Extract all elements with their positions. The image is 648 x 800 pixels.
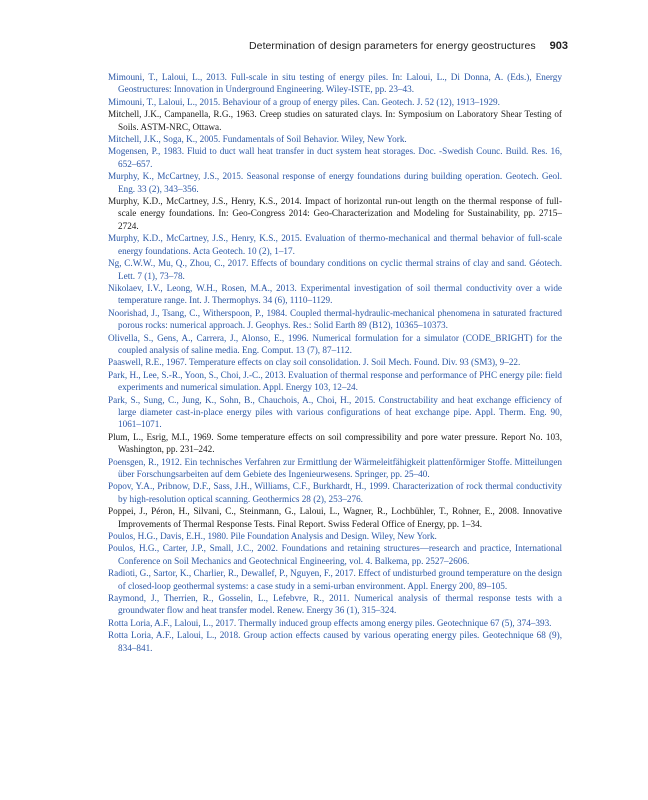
reference-item[interactable]: Mitchell, J.K., Soga, K., 2005. Fundamentals of Soil Behavior. Wiley, New York. [108,134,407,145]
reference-item[interactable]: Park, S., Sung, C., Jung, K., Sohn, B., Chauchois, A., Choi, H., 2015. Constructability and heat exchange efficiency of large diameter cast-in-place energy piles with various configurations of heat exchange pipe. Appl. Therm. Eng. 90, 1061–1071. [108,394,562,430]
reference-item[interactable]: Mimouni, T., Laloui, L., 2015. Behaviour of a group of energy piles. Can. Geotech. J. 52 (12), 1913–1929. [108,96,500,107]
reference-item: Murphy, K.D., McCartney, J.S., Henry, K.S., 2014. Impact of horizontal run-out length on the thermal response of full-scale energy foundations. In: Geo-Congress 2014: Geo-Characterization and Modeling for Sustainability, pp. 2715–2724. [108,196,562,231]
reference-item[interactable]: Murphy, K., McCartney, J.S., 2015. Seasonal response of energy foundations during building operation. Geotech. Geol. Eng. 33 (2), 343–356. [108,171,562,194]
reference-item[interactable]: Olivella, S., Gens, A., Carrera, J., Alonso, E., 1996. Numerical formulation for a simulator (CODE_BRIGHT) for the coupled analysis of saline media. Eng. Comput. 13 (7), 87–112. [108,332,562,355]
reference-item[interactable]: Ng, C.W.W., Mu, Q., Zhou, C., 2017. Effects of boundary conditions on cyclic thermal strains of clay and sand. Géotech. Lett. 7 (1), 73–78. [108,258,562,281]
reference-item: Poppei, J., Péron, H., Silvani, C., Steinmann, G., Laloui, L., Wagner, R., Lochbühler, T., Rohner, E., 2008. Innovative Improvements of Thermal Response Tests. Final Report. Swiss Federal Office of Energy, pp. 1–34. [108,506,562,529]
reference-item[interactable]: Nikolaev, I.V., Leong, W.H., Rosen, M.A., 2013. Experimental investigation of soil thermal conductivity over a wide temperature range. Int. J. Thermophys. 34 (6), 1110–1129. [108,282,562,306]
reference-item[interactable]: Paaswell, R.E., 1967. Temperature effects on clay soil consolidation. J. Soil Mech. Found. Div. 93 (SM3), 9–22. [108,357,521,368]
reference-list [108,71,562,654]
reference-item: Mitchell, J.K., Campanella, R.G., 1963. Creep studies on saturated clays. In: Symposium on Laboratory Shear Testing of Soils. ASTM-NRC, Ottawa. [108,109,562,132]
page-number: 903 [549,40,568,52]
reference-item[interactable]: Poensgen, R., 1912. Ein technisches Verfahren zur Ermittlung der Wärmeleitfähigkeit plattenförmiger Stoffe. Mitteilungen über Forschungsarbeiten auf dem Gebiete des Ingenieurwesens. Springer, pp. 25–40. [108,456,562,479]
reference-item[interactable]: Mogensen, P., 1983. Fluid to duct wall heat transfer in duct system heat storages. Doc. -Swedish Counc. Build. Res. 16, 652–657. [108,146,562,169]
page-header [249,40,568,52]
reference-item[interactable]: Rotta Loria, A.F., Laloui, L., 2018. Group action effects caused by various operating energy piles. Geotechnique 68 (9), 834–841. [108,630,562,653]
running-title: Determination of design parameters for energy geostructures [249,40,536,52]
reference-item[interactable]: Poulos, H.G., Carter, J.P., Small, J.C., 2002. Foundations and retaining structures—research and practice, International Conference on Soil Mechanics and Geotechnical Engineering, vol. 4. Balkema, pp. 2527–2606. [108,543,562,566]
reference-item: Plum, L., Esrig, M.I., 1969. Some temperature effects on soil compressibility and pore water pressure. Report No. 103, Washington, pp. 231–242. [108,431,562,455]
reference-item[interactable]: Rotta Loria, A.F., Laloui, L., 2017. Thermally induced group effects among energy piles. Geotechnique 67 (5), 374–393. [108,617,552,628]
reference-item[interactable]: Mimouni, T., Laloui, L., 2013. Full-scale in situ testing of energy piles. In: Laloui, L., Di Donna, A. (Eds.), Energy Geostructures: Innovation in Underground Engineering. Wiley-ISTE, pp. 23–43. [108,72,562,95]
reference-item[interactable]: Poulos, H.G., Davis, E.H., 1980. Pile Foundation Analysis and Design. Wiley, New York. [108,531,437,542]
reference-item[interactable]: Radioti, G., Sartor, K., Charlier, R., Dewallef, P., Nguyen, F., 2017. Effect of undisturbed ground temperature on the design of closed-loop geothermal systems: a case study in a semi-urban environment. Appl. Energy 200, 89–105. [108,568,562,591]
reference-item[interactable]: Park, H., Lee, S.-R., Yoon, S., Choi, J.-C., 2013. Evaluation of thermal response and performance of PHC energy pile: field experiments and numerical simulation. Appl. Energy 103, 12–24. [108,369,562,393]
reference-item[interactable]: Noorishad, J., Tsang, C., Witherspoon, P., 1984. Coupled thermal-hydraulic-mechanical phenomena in saturated fractured porous rocks: numerical approach. J. Geophys. Res.: Solid Earth 89 (B12), 10365–10373. [108,307,562,331]
reference-item[interactable]: Popov, Y.A., Pribnow, D.F., Sass, J.H., Williams, C.F., Burkhardt, H., 1999. Characterization of rock thermal conductivity by high-resolution optical scanning. Geothermics 28 (2), 253–276. [108,481,562,504]
reference-item[interactable]: Raymond, J., Therrien, R., Gosselin, L., Lefebvre, R., 2011. Numerical analysis of thermal response tests with a groundwater flow and heat transfer model. Renew. Energy 36 (1), 315–324. [108,593,562,616]
reference-item[interactable]: Murphy, K.D., McCartney, J.S., Henry, K.S., 2015. Evaluation of thermo-mechanical and thermal behavior of full-scale energy foundations. Acta Geotech. 10 (2), 1–17. [108,233,562,256]
